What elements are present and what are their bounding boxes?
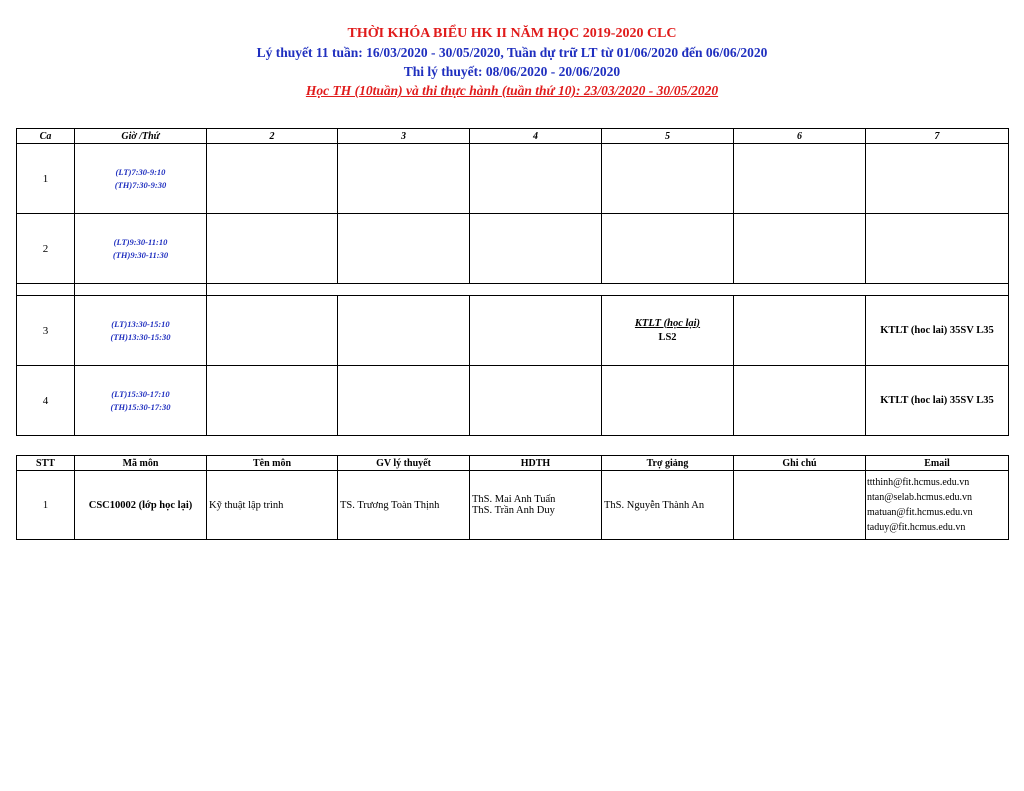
course-name: Kỹ thuật lập trình (207, 471, 338, 540)
document-title: THỜI KHÓA BIỂU HK II NĂM HỌC 2019-2020 CLC (347, 26, 677, 41)
header-day-4: 4 (470, 129, 602, 144)
header-email: Email (866, 456, 1009, 471)
time-cell (75, 366, 207, 436)
time-cell (75, 144, 207, 214)
cell-day-2 (207, 144, 338, 214)
gap-cell (207, 284, 1009, 296)
cell-day-3 (338, 296, 470, 366)
header-day-3: 3 (338, 129, 470, 144)
cell-day-2 (207, 366, 338, 436)
cell-day-4 (470, 366, 602, 436)
schedule-row (17, 296, 1009, 366)
hdth-instructor: ThS. Mai Anh Tuấn (472, 494, 556, 505)
cell-day-4 (470, 144, 602, 214)
cell-day-5 (602, 144, 734, 214)
header-code: Mã môn (75, 456, 207, 471)
time-th: (TH)9:30-11:30 (112, 249, 169, 260)
cell-day-6 (734, 296, 866, 366)
table-row (17, 471, 1009, 540)
header-note: Ghi chú (734, 456, 866, 471)
course-emails (866, 471, 1009, 540)
email-address: ttthinh@fit.hcmus.edu.vn (867, 477, 970, 488)
ca-number: 4 (17, 366, 75, 436)
cell-day-6 (734, 214, 866, 284)
header-day-7: 7 (866, 129, 1009, 144)
course-stt: 1 (17, 471, 75, 540)
time-cell (75, 296, 207, 366)
document-header (0, 24, 1024, 100)
header-name: Tên môn (207, 456, 338, 471)
cell-day-6 (734, 366, 866, 436)
cell-day-2 (207, 214, 338, 284)
cell-day-3 (338, 214, 470, 284)
course-hdth (470, 471, 602, 540)
cell-day-7 (866, 144, 1009, 214)
schedule-row (17, 214, 1009, 284)
time-th: (TH)15:30-17:30 (110, 401, 171, 412)
cell-day-7 (866, 214, 1009, 284)
header-day-6: 6 (734, 129, 866, 144)
header-stt: STT (17, 456, 75, 471)
course-room: LS2 (658, 331, 677, 343)
cell-day-7: KTLT (hoc lai) 35SV L35 (866, 296, 1009, 366)
course-session: KTLT (học lại) (634, 317, 701, 329)
header-day-5: 5 (602, 129, 734, 144)
cell-day-3 (338, 366, 470, 436)
header-ca: Ca (17, 129, 75, 144)
schedule-row (17, 144, 1009, 214)
cell-day-5 (602, 214, 734, 284)
ca-number: 1 (17, 144, 75, 214)
cell-day-2 (207, 296, 338, 366)
header-lecturer: GV lý thuyết (338, 456, 470, 471)
course-header-row (17, 456, 1009, 471)
gap-cell (75, 284, 207, 296)
schedule-header-row (17, 129, 1009, 144)
time-lt: (LT)13:30-15:10 (111, 318, 170, 329)
course-code: CSC10002 (lớp học lại) (75, 471, 207, 540)
cell-day-5 (602, 366, 734, 436)
time-cell (75, 214, 207, 284)
time-lt: (LT)9:30-11:10 (113, 236, 168, 247)
gap-cell (17, 284, 75, 296)
hdth-instructor: ThS. Trần Anh Duy (472, 505, 555, 516)
header-ta: Trợ giảng (602, 456, 734, 471)
cell-day-4 (470, 214, 602, 284)
cell-day-5 (602, 296, 734, 366)
email-address: ntan@selab.hcmus.edu.vn (867, 492, 973, 503)
course-lecturer: TS. Trương Toàn Thịnh (338, 471, 470, 540)
theory-period: Lý thuyết 11 tuần: 16/03/2020 - 30/05/2020, Tuần dự trữ LT từ 01/06/2020 đến 06/06/2020 (256, 45, 768, 60)
course-ta: ThS. Nguyễn Thành An (602, 471, 734, 540)
header-day-2: 2 (207, 129, 338, 144)
email-address: matuan@fit.hcmus.edu.vn (867, 507, 973, 518)
practice-period: Học TH (10tuần) và thi thực hành (tuần thứ 10): 23/03/2020 - 30/05/2020 (305, 83, 719, 98)
lunch-break-row (17, 284, 1009, 296)
email-address: taduy@fit.hcmus.edu.vn (867, 522, 966, 533)
course-note (734, 471, 866, 540)
schedule-row (17, 366, 1009, 436)
ca-number: 2 (17, 214, 75, 284)
course-table (16, 455, 1009, 540)
cell-day-6 (734, 144, 866, 214)
schedule-table (16, 128, 1009, 436)
header-hdth: HDTH (470, 456, 602, 471)
header-time: Giờ /Thứ (75, 129, 207, 144)
cell-day-4 (470, 296, 602, 366)
time-lt: (LT)7:30-9:10 (115, 166, 166, 177)
exam-period: Thi lý thuyết: 08/06/2020 - 20/06/2020 (403, 64, 621, 79)
ca-number: 3 (17, 296, 75, 366)
cell-day-7: KTLT (hoc lai) 35SV L35 (866, 366, 1009, 436)
time-th: (TH)7:30-9:30 (114, 179, 167, 190)
time-th: (TH)13:30-15:30 (110, 331, 171, 342)
time-lt: (LT)15:30-17:10 (111, 388, 170, 399)
cell-day-3 (338, 144, 470, 214)
